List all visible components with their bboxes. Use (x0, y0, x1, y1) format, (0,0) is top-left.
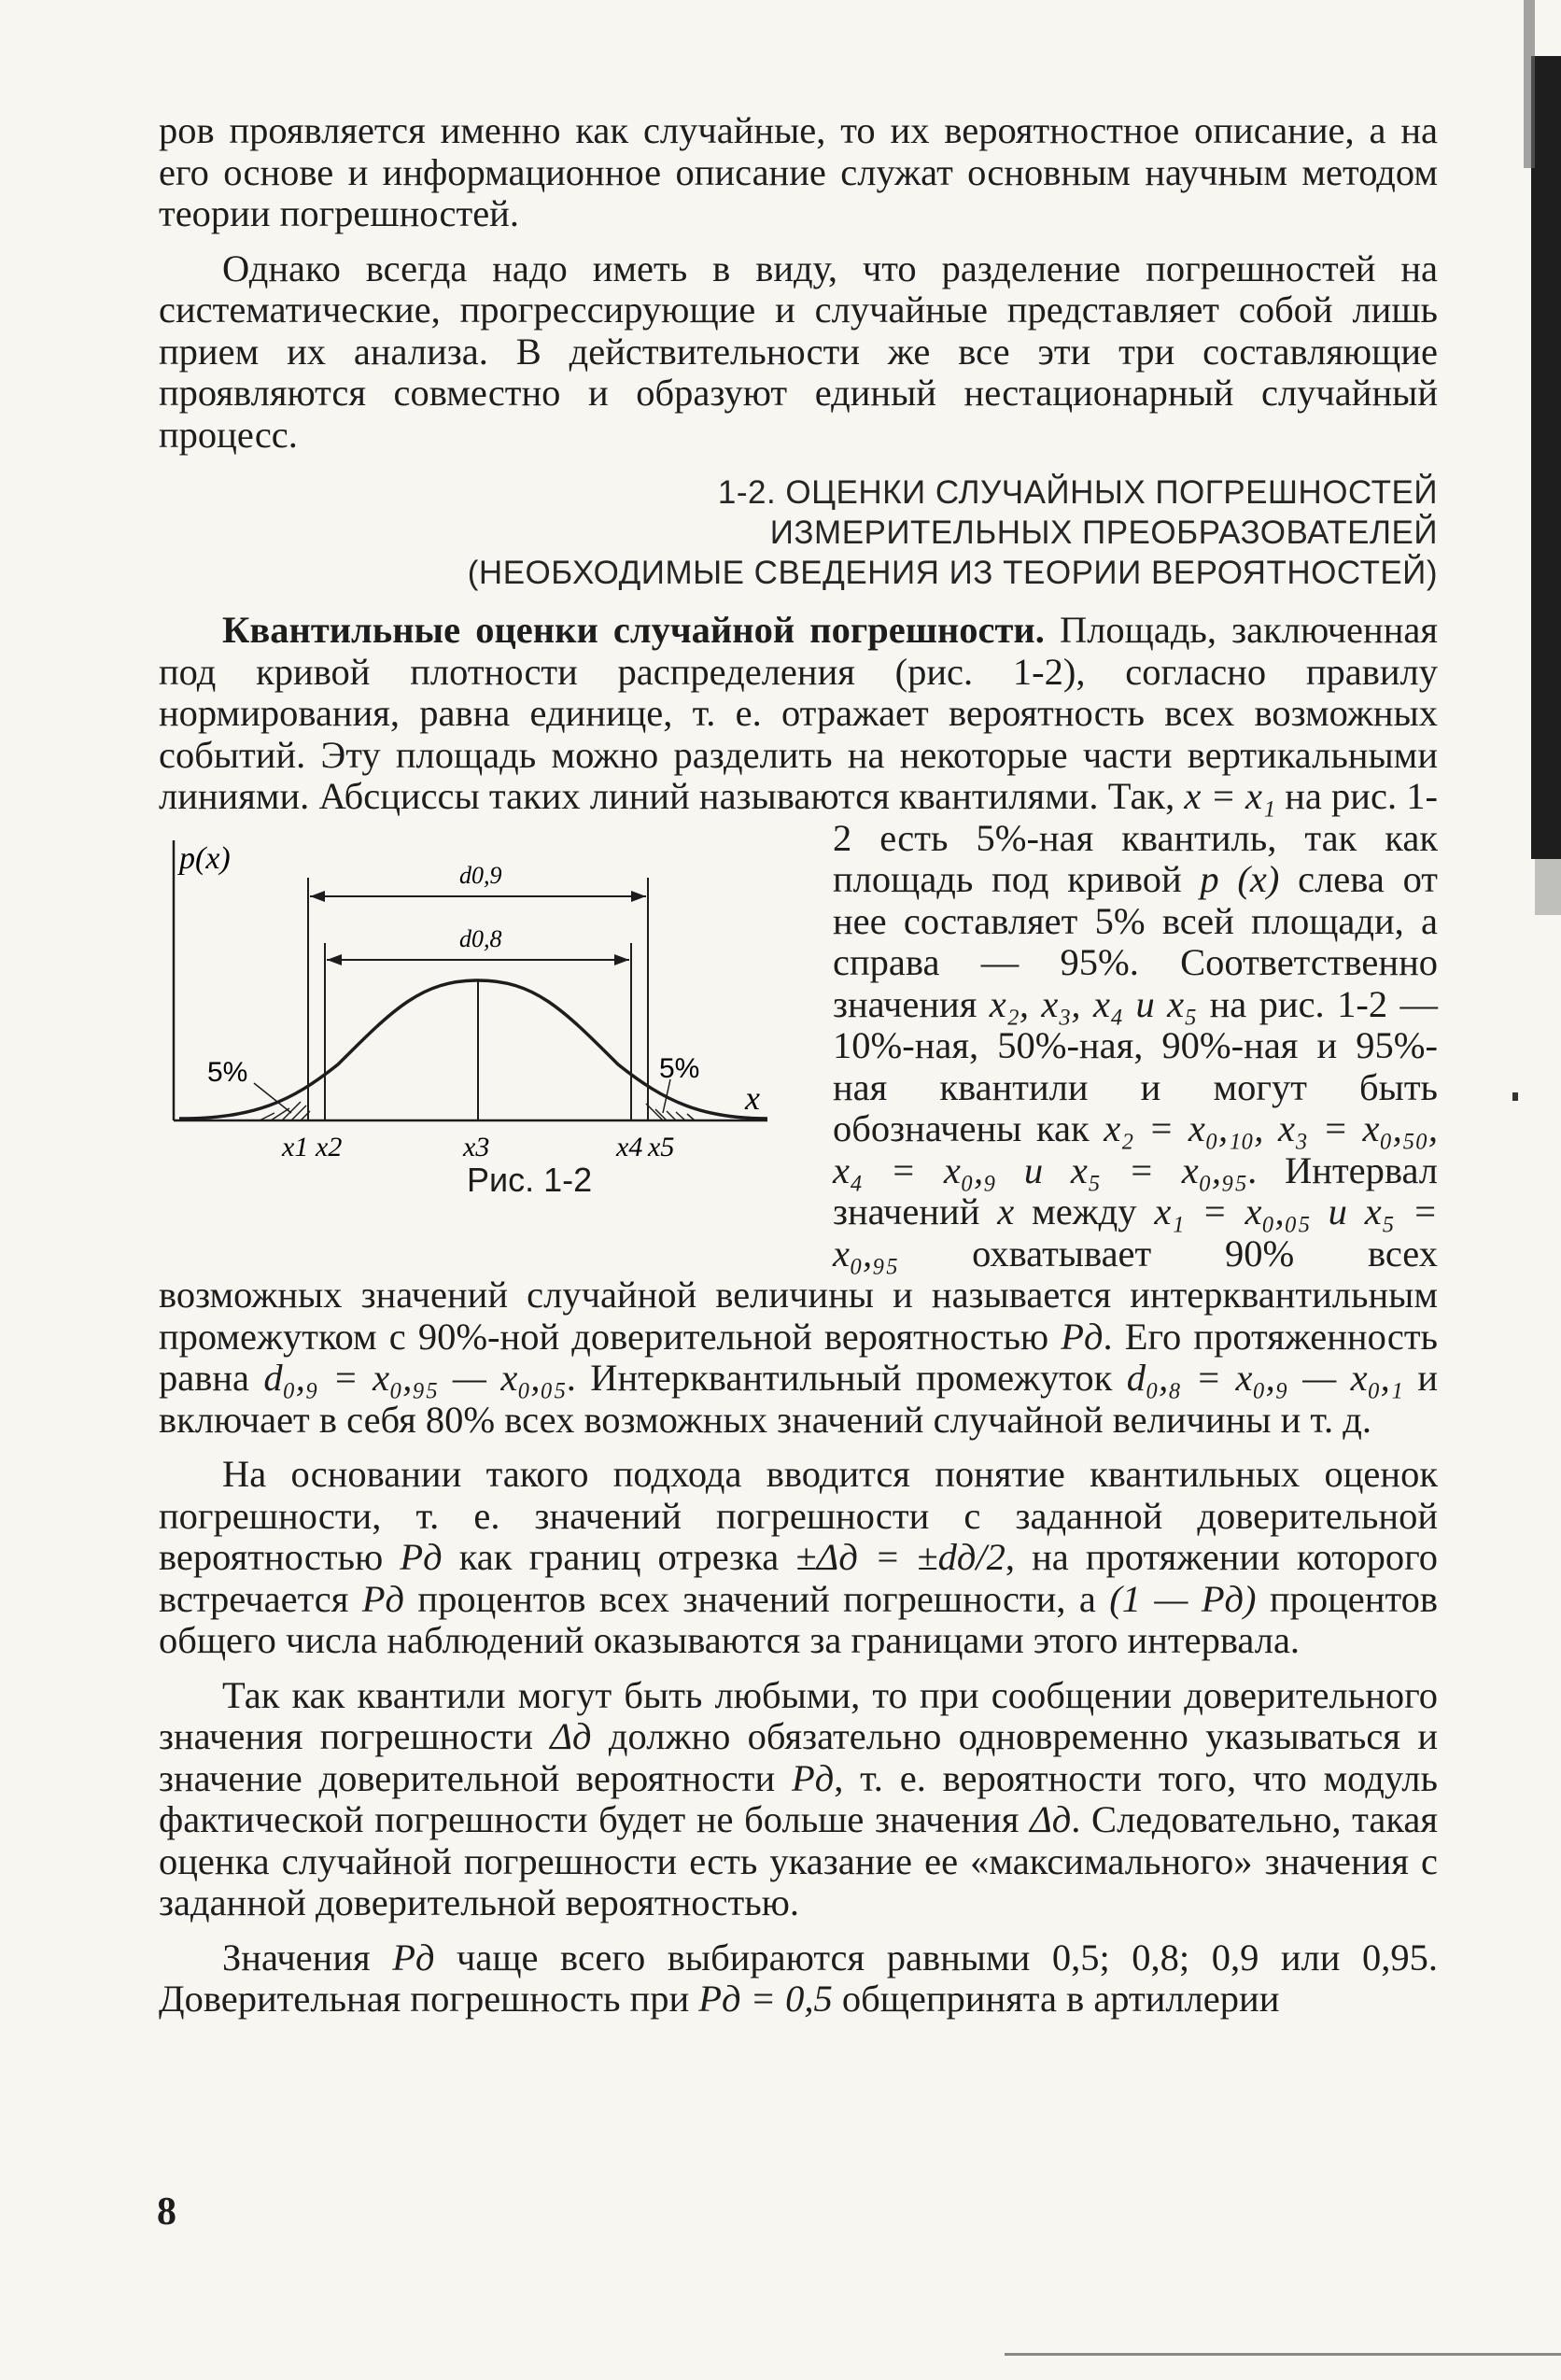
x5-label: x5 (648, 1131, 675, 1162)
scan-edge-line (1005, 2353, 1561, 2356)
paragraph-2: Однако всегда надо иметь в виду, что разделение погрешностей на систематические, прогрессирующие и случайные представляет собой лишь прием их анализа. В действительности же все эти три составляющие проявляются совместно и образуют единый нестационарный случайный процесс. (159, 246, 1438, 456)
x3-label: x3 (463, 1131, 490, 1162)
scan-edge-shadow (1503, 0, 1561, 2375)
p5-text-d: . Следовательно, такая оценка случайной погрешности есть указание ее «максимального» значения с заданной доверительной вероятностью. (159, 1798, 1438, 1923)
p4-text-e: процентов общего числа наблюдений оказываются за границами этого интервала. (159, 1577, 1438, 1661)
p3-text-d: на рис. 1-2 — 10%-ная, 50%-ная, 90%-ная и 95%-ная квантили и могут быть обозначены как (833, 982, 1438, 1149)
scan-edge-graphic (1503, 0, 1561, 2375)
p3-text-h: . Его протяженность равна (159, 1315, 1439, 1399)
formula-x: x (997, 1190, 1015, 1232)
formula-x2-x3: x₂, x₃, (989, 982, 1081, 1025)
paragraph-4 (159, 1454, 1438, 1662)
formula-x-eq-x1: x = x₁ (1184, 775, 1276, 817)
scan-speck (1512, 1092, 1518, 1101)
quantile-section (159, 610, 1438, 1441)
p3-text-j: и включает в себя 80% всех возможных значений случайной величины и т. д. (159, 1357, 1438, 1441)
p4-text-c: , на протяжении которого встречается (159, 1536, 1438, 1620)
formula-delta-range: ±Δд = ±dд/2 (795, 1536, 1006, 1578)
paragraph-1: ров проявляется именно как случайные, то их вероятностное описание, а на его основе и информационное описание служат основным научным методом теории погрешностей. (159, 109, 1438, 234)
x1-label: x1 (282, 1131, 309, 1162)
formula-d08: d₀,₈ = x₀,₉ — x₀,₁ (1126, 1357, 1403, 1399)
paragraph-3 (159, 610, 1438, 1441)
formula-quantile-defs: x₂ = x₀,₁₀, x₃ = x₀,₅₀, x₄ = x₀,₉ и x₅ = x₀,₉₅ (833, 1107, 1439, 1191)
figure-caption: Рис. 1-2 (467, 1160, 593, 1199)
p6-text-c: общепринята в артиллерии (832, 1978, 1280, 2020)
p3-text-i: . Интерквантильный промежуток (566, 1357, 1127, 1399)
p3-text-f: между (1014, 1190, 1155, 1232)
d08-label: d0,8 (459, 924, 502, 952)
p6-text-b: чаще всего выбираются равными 0,5; 0,8; 0,9 или 0,95. Доверительная погрешность при (159, 1936, 1438, 2020)
figure-1-2 (151, 822, 814, 1255)
p5-text-a: Так как квантили могут быть любыми, то при сообщении доверительного значения погрешности (159, 1673, 1438, 1757)
p3-text-e: . Интервал значений (833, 1148, 1438, 1232)
page-body (159, 110, 1438, 2021)
x-axis-label: x (745, 1078, 760, 1117)
formula-pd-3: Pд (361, 1577, 405, 1620)
formula-pd-5: Pд (392, 1936, 435, 1979)
d09-label: d0,9 (459, 861, 502, 889)
page-number: 8 (157, 2190, 176, 2233)
formula-delta-d: Δд (550, 1715, 592, 1757)
heading-line-2: ИЗМЕРИТЕЛЬНЫХ ПРЕОБРАЗОВАТЕЛЕЙ (769, 514, 1438, 551)
p6-text-a: Значения (222, 1936, 393, 1979)
formula-one-minus-pd: (1 — Pд) (1109, 1577, 1257, 1620)
formula-d09: d₀,₉ = x₀,₉₅ — x₀,₀₅ (263, 1357, 567, 1399)
p4-text-b: как границ отрезка (442, 1536, 796, 1578)
heading-line-3: (НЕОБХОДИМЫЕ СВЕДЕНИЯ ИЗ ТЕОРИИ ВЕРОЯТНОСТЕЙ) (467, 555, 1438, 591)
density-curve (179, 980, 767, 1119)
formula-px: p (x) (1200, 858, 1280, 900)
p4-text-d: процентов всех значений погрешности, а (404, 1577, 1110, 1620)
subsection-title: Квантильные оценки случайной погрешности. (222, 609, 1045, 651)
formula-delta-d-2: Δд (1030, 1798, 1072, 1840)
y-axis-label: p(x) (179, 840, 231, 876)
right-pct-label: 5% (659, 1052, 700, 1084)
formula-pd-4: Pд (791, 1756, 835, 1799)
paragraph-5 (159, 1675, 1438, 1924)
p5-text-c: , т. е. вероятности того, что модуль фактической погрешности будет не больше значения (159, 1756, 1438, 1840)
p4-text-a: На основании такого подхода вводится понятие квантильных оценок погрешности, т. е. значений погрешности с заданной доверительной вероятностью (159, 1453, 1438, 1578)
p3-text-b: на рис. 1-2 есть 5%-ная квантиль, так как площадь под кривой (833, 775, 1438, 900)
formula-pd-eq-05: Pд = 0,5 (698, 1978, 833, 2020)
left-pct-label: 5% (207, 1056, 248, 1088)
x4-label: x4 (616, 1131, 643, 1162)
formula-x1-x5: x₁ = x₀,₀₅ и x₅ = x₀,₉₅ (833, 1190, 1438, 1274)
heading-line-1: 1-2. ОЦЕНКИ СЛУЧАЙНЫХ ПОГРЕШНОСТЕЙ (717, 474, 1438, 511)
p3-text-a: Площадь, заключенная под кривой плотности распределения (рис. 1-2), согласно правилу нормирования, равна единице, т. е. отражает вероятность всех возможных событий. Эту площадь можно разделить на некоторые части вертикальными линиями. Абсциссы таких линий называются квантилями. Так, (159, 609, 1438, 817)
paragraph-6 (159, 1937, 1438, 2021)
p3-text-c: слева от нее составляет 5% всей площади, а справа — 95%. Соответственно значения (833, 858, 1438, 1025)
formula-pd: Pд (1061, 1315, 1104, 1358)
formula-pd-2: Pд (400, 1536, 443, 1578)
x2-label: x2 (316, 1131, 343, 1162)
p5-text-b: должно обязательно одновременно указываться и значение доверительной вероятности (159, 1715, 1438, 1799)
formula-x4-x5: x₄ и x₅ (1092, 982, 1198, 1025)
p3-text-g: охватывает 90% всех возможных значений случайной величины и называется интерквантильным промежутком с 90%-ной доверительной вероятностью (159, 1232, 1438, 1358)
section-heading (159, 472, 1438, 593)
